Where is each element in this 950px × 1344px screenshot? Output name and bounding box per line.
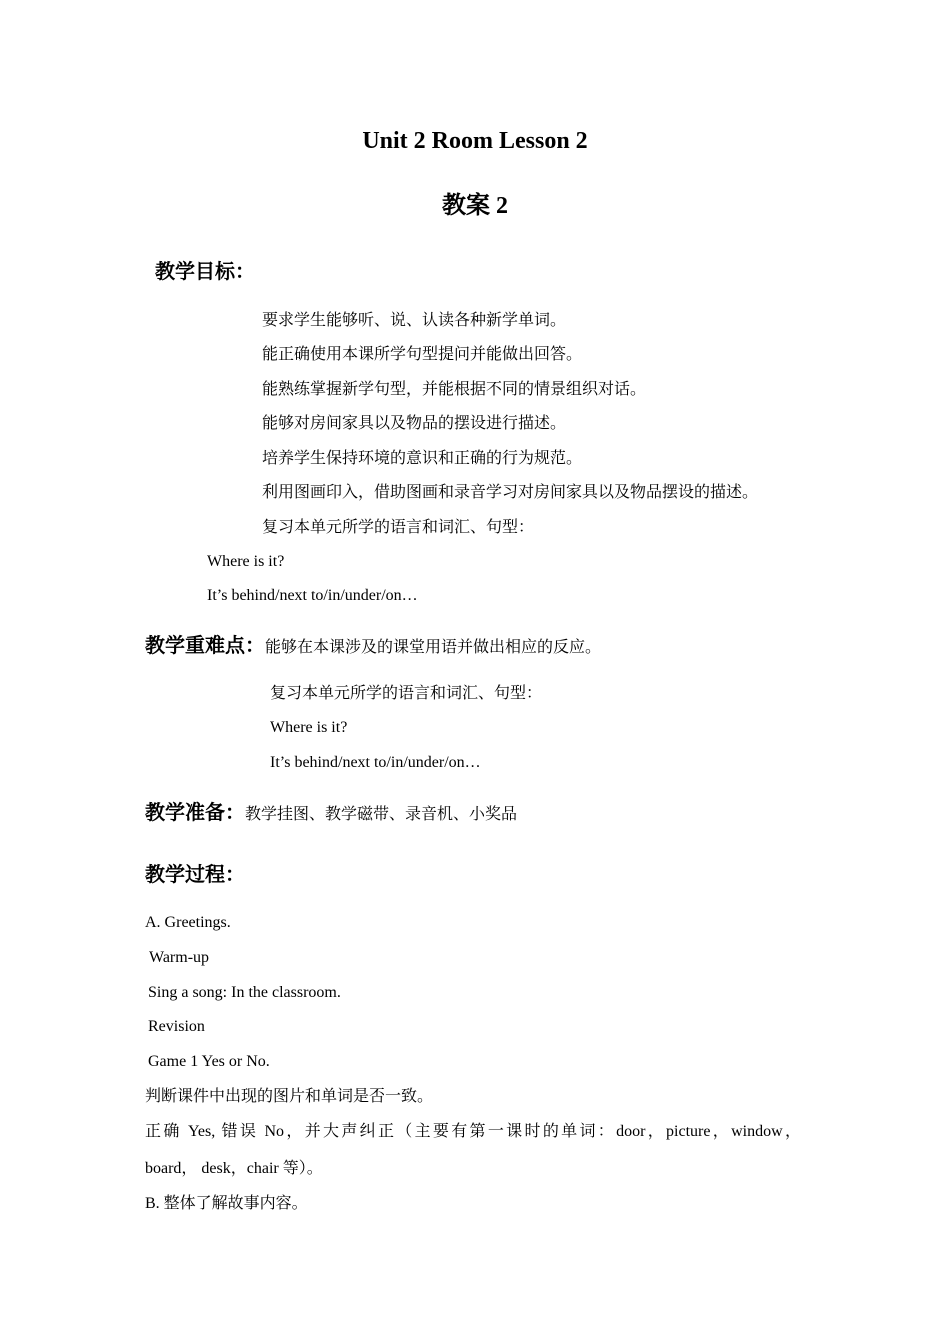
objective-example: Where is it? <box>207 553 285 570</box>
objective-item: 培养学生保持环境的意识和正确的行为规范。 <box>262 450 583 467</box>
objective-item: 能熟练掌握新学句型，并能根据不同的情景组织对话。 <box>262 381 647 398</box>
process-line: Revision <box>148 1018 205 1035</box>
preparation-line <box>145 799 517 828</box>
objective-example: It’s behind/next to/in/under/on… <box>207 587 418 604</box>
process-line: 判断课件中出现的图片和单词是否一致。 <box>145 1088 434 1105</box>
process-line: 正确 Yes, 错误 No，并大声纠正（主要有第一课时的单词：door，picture，window， <box>145 1123 801 1140</box>
objective-item: 复习本单元所学的语言和词汇、句型： <box>262 519 535 536</box>
process-line: board， desk，chair 等）。 <box>145 1160 323 1177</box>
objective-item: 利用图画印入，借助图画和录音学习对房间家具以及物品摆设的描述。 <box>262 484 759 501</box>
objectives-heading: 教学目标： <box>155 259 255 283</box>
key-points-line <box>145 632 601 661</box>
preparation-text: 教学挂图、教学磁带、录音机、小奖品 <box>245 806 518 823</box>
key-point-item: Where is it? <box>270 719 348 736</box>
document-title: Unit 2 Room Lesson 2 <box>362 128 588 154</box>
process-line: Sing a song: In the classroom. <box>148 984 341 1001</box>
key-point-item: 复习本单元所学的语言和词汇、句型： <box>270 685 543 702</box>
process-line: Warm-up <box>149 949 210 966</box>
process-heading: 教学过程： <box>145 862 245 886</box>
key-points-text: 能够在本课涉及的课堂用语并做出相应的反应。 <box>265 639 602 656</box>
document-subtitle: 教案 2 <box>442 193 508 219</box>
objective-item: 要求学生能够听、说、认读各种新学单词。 <box>262 312 567 329</box>
process-line: B. 整体了解故事内容。 <box>145 1195 308 1212</box>
objective-item: 能正确使用本课所学句型提问并能做出回答。 <box>262 346 583 363</box>
process-line: A. Greetings. <box>145 914 231 931</box>
key-point-item: It’s behind/next to/in/under/on… <box>270 754 481 771</box>
key-points-heading: 教学重难点： <box>145 633 265 657</box>
objective-item: 能够对房间家具以及物品的摆设进行描述。 <box>262 415 567 432</box>
preparation-heading: 教学准备： <box>145 800 245 824</box>
process-line: Game 1 Yes or No. <box>148 1053 270 1070</box>
